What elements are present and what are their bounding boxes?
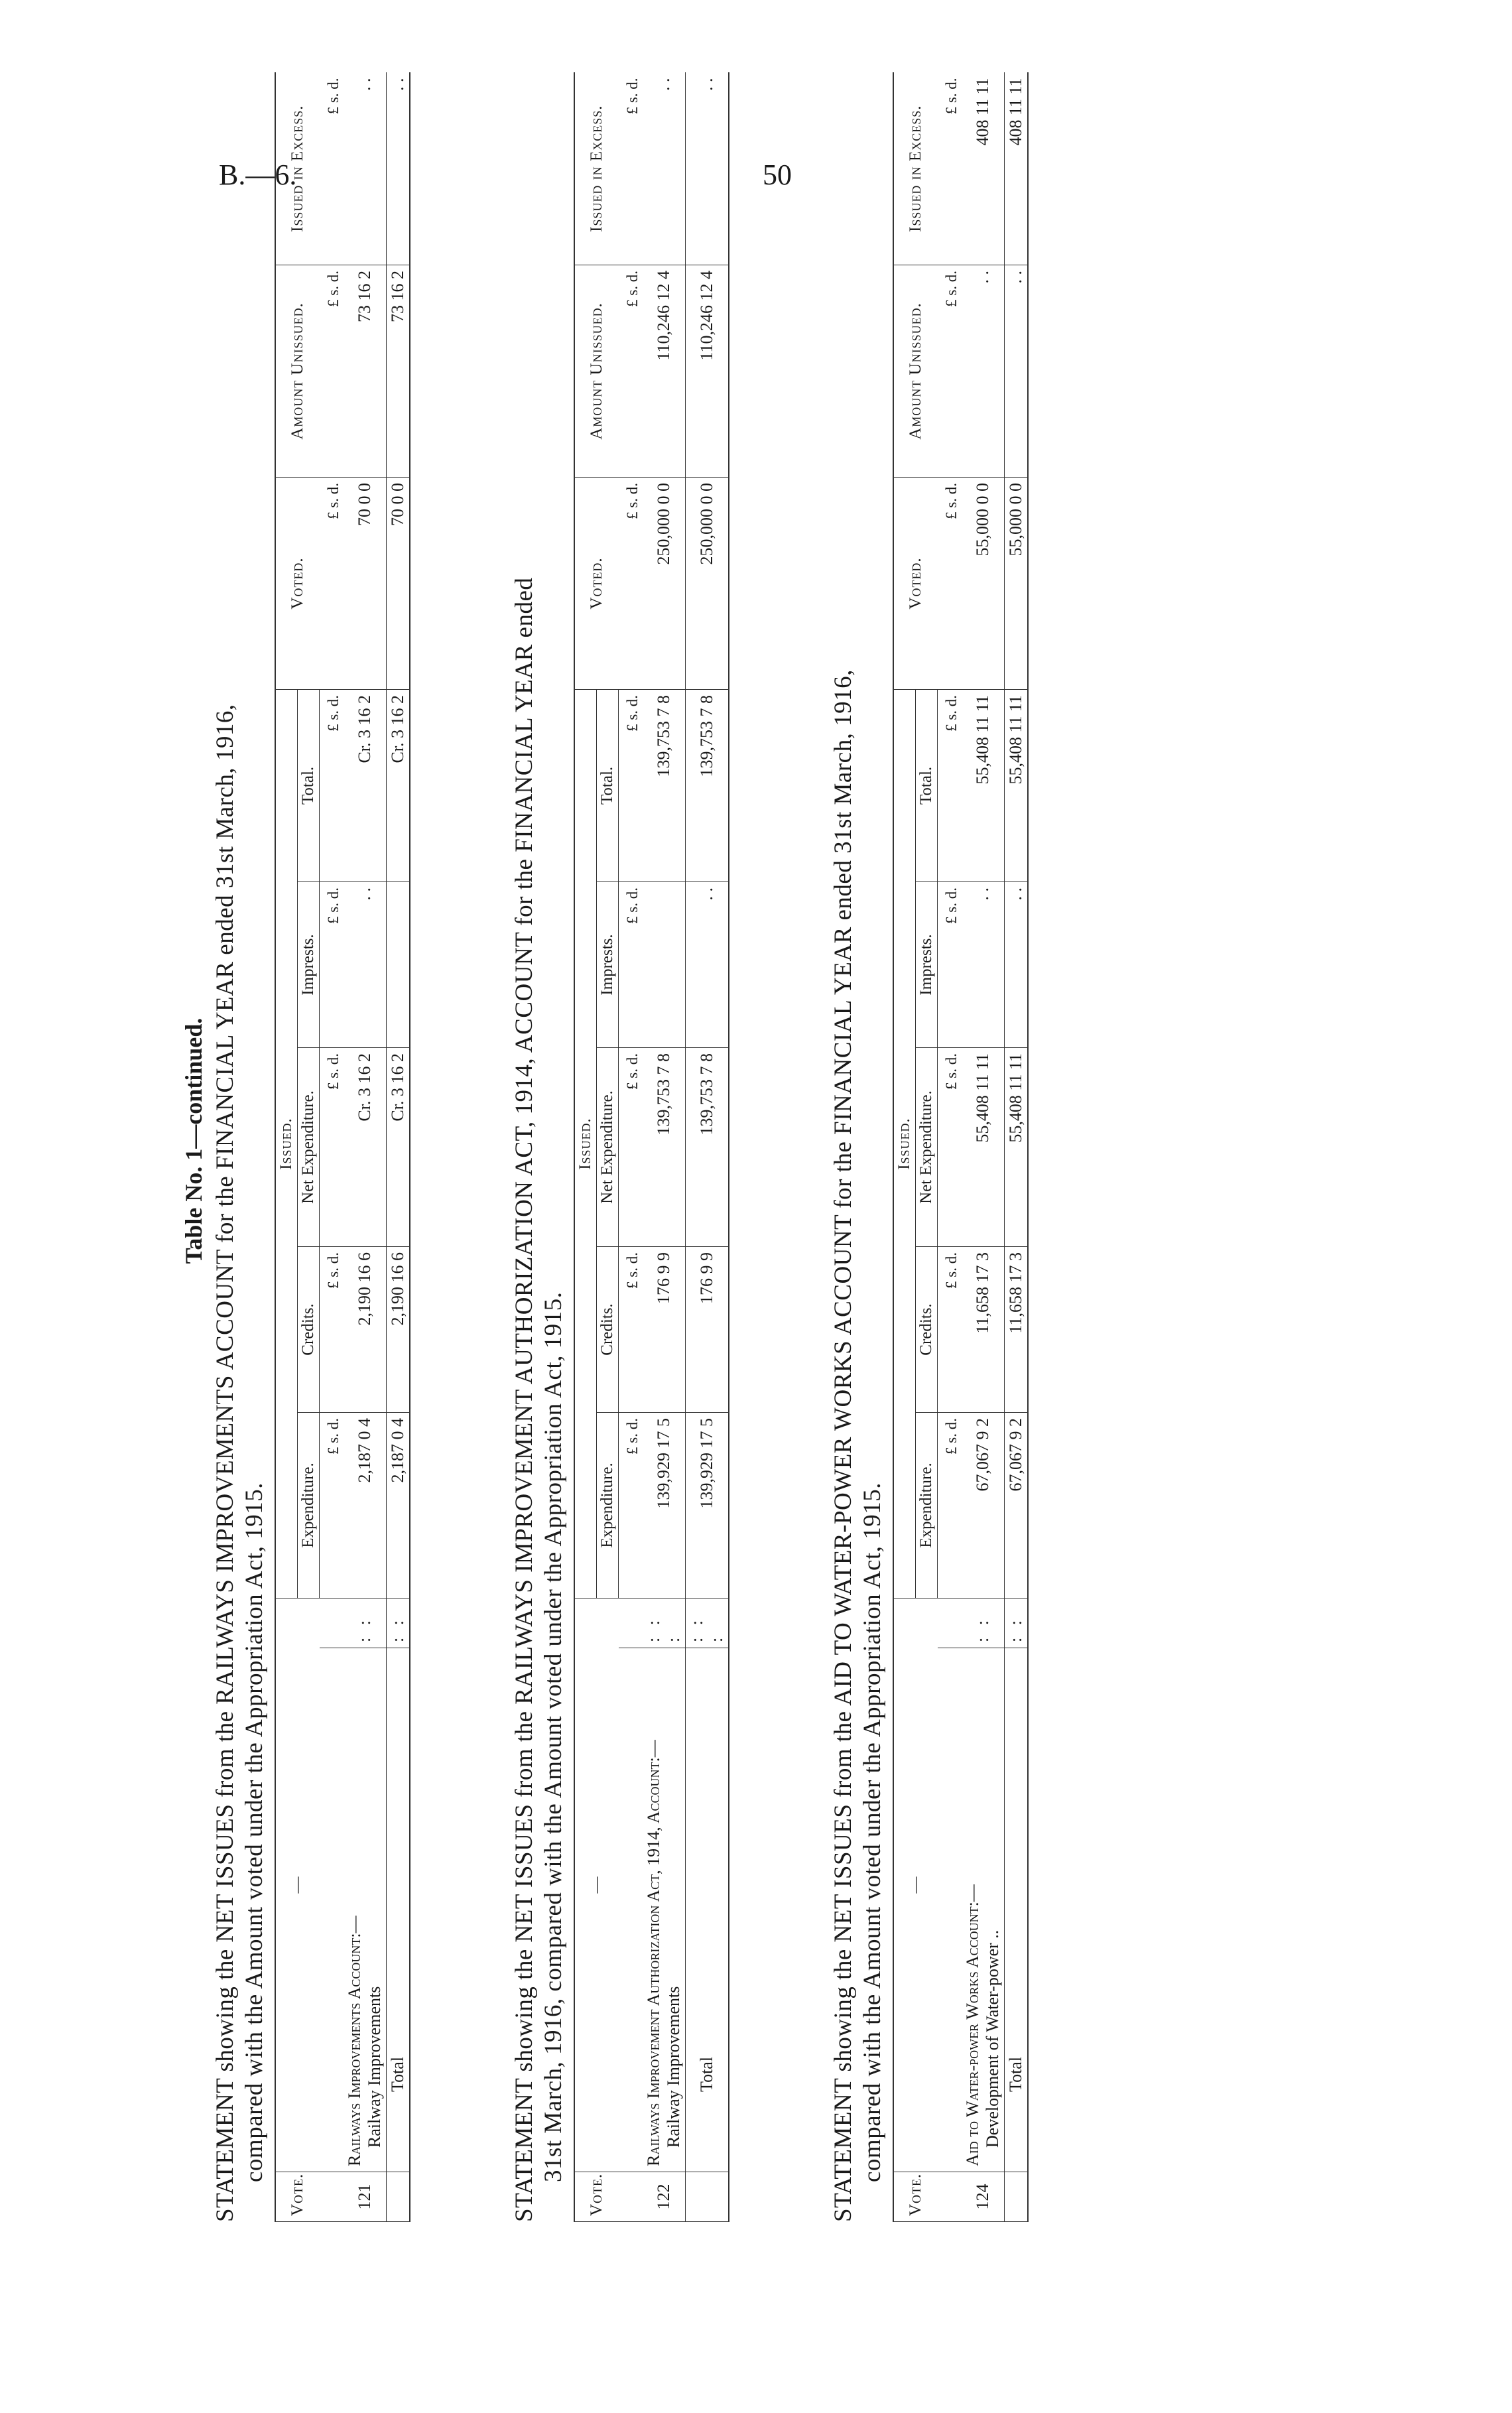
- expenditure-cell: 67,067 9 2: [962, 1413, 1005, 1598]
- total-leader: : : :: [686, 1598, 729, 1648]
- table-number-heading: Table No. 1—continued.: [180, 1017, 207, 1264]
- units-cell: £ s. d.: [619, 882, 643, 1048]
- statement-title-line: STATEMENT showing the NET ISSUES from the RAILWAYS IMPROVEMENT AUTHORIZATION ACT, 1914, ACCOUNT for the FINANCIAL YEAR ended: [511, 577, 538, 2222]
- total-credits-cell: 2,190 16 6: [387, 1247, 410, 1413]
- expenditure-column-header: Expenditure.: [916, 1413, 938, 1598]
- total-row: [1005, 72, 1029, 2221]
- unissued-cell: . .: [962, 265, 1005, 477]
- net-expenditure-cell: 139,753 7 8: [643, 1048, 686, 1247]
- units-cell-blank: [938, 2172, 962, 2222]
- total-credits-cell: 11,658 17 3: [1005, 1247, 1029, 1413]
- units-cell-blank: [938, 1648, 962, 2172]
- units-cell: £ s. d.: [938, 477, 962, 689]
- imprests-cell: [643, 882, 686, 1048]
- voted-cell: 250,000 0 0: [643, 477, 686, 689]
- voted-cell: 70 0 0: [344, 477, 387, 689]
- total-vote-blank: [387, 2172, 410, 2222]
- total-column-header: Total.: [298, 689, 320, 881]
- units-cell: £ s. d.: [619, 265, 643, 477]
- expenditure-column-header: Expenditure.: [597, 1413, 619, 1598]
- net-expenditure-cell: 55,408 11 11: [962, 1048, 1005, 1247]
- voted-column-header: Voted.: [574, 477, 619, 689]
- item-description: [643, 1648, 686, 2172]
- expenditure-column-header: Expenditure.: [298, 1413, 320, 1598]
- unissued-cell: 73 16 2: [344, 265, 387, 477]
- total-total-cell: 139,753 7 8: [686, 689, 729, 881]
- credits-column-header: Credits.: [298, 1247, 320, 1413]
- units-cell: £ s. d.: [938, 265, 962, 477]
- units-cell-blank: [619, 1648, 643, 2172]
- total-net-expenditure-cell: Cr. 3 16 2: [387, 1048, 410, 1247]
- units-row: [619, 72, 643, 2221]
- expenditure-cell: 139,929 17 5: [643, 1413, 686, 1598]
- total-excess-cell: . .: [387, 72, 410, 265]
- item-leader: : :: [962, 1598, 1005, 1648]
- issued-group-header: Issued.: [893, 689, 916, 1598]
- total-unissued-cell: . .: [1005, 265, 1029, 477]
- voted-cell: 55,000 0 0: [962, 477, 1005, 689]
- statement-title: [211, 46, 269, 2235]
- units-cell: £ s. d.: [320, 1048, 344, 1247]
- amount-unissued-column-header: Amount Unissued.: [275, 265, 320, 477]
- statement-title: [829, 46, 887, 2235]
- table-row: [344, 72, 387, 2221]
- voted-column-header: Voted.: [275, 477, 320, 689]
- total-expenditure-cell: 67,067 9 2: [1005, 1413, 1029, 1598]
- total-voted-cell: 55,000 0 0: [1005, 477, 1029, 689]
- units-cell: £ s. d.: [320, 265, 344, 477]
- total-unissued-cell: 73 16 2: [387, 265, 410, 477]
- vote-column-header: Vote.: [275, 2172, 320, 2222]
- imprests-cell: . .: [344, 882, 387, 1048]
- units-cell: £ s. d.: [619, 72, 643, 265]
- total-row: [387, 72, 410, 2221]
- imprests-column-header: Imprests.: [916, 882, 938, 1048]
- total-label: Total: [1005, 1648, 1029, 2172]
- voted-column-header: Voted.: [893, 477, 938, 689]
- account-heading: Railways Improvements Account:—: [345, 1916, 364, 2166]
- units-row: [938, 72, 962, 2221]
- statement-table: [275, 72, 410, 2222]
- credits-column-header: Credits.: [597, 1247, 619, 1413]
- total-column-header: Total.: [597, 689, 619, 881]
- excess-cell: . .: [344, 72, 387, 265]
- account-heading: Railways Improvement Authorization Act, 1914, Account:—: [644, 1740, 663, 2166]
- net-expenditure-column-header: Net Expenditure.: [916, 1048, 938, 1247]
- total-imprests-cell: . .: [1005, 882, 1029, 1048]
- vote-number: 121: [344, 2172, 387, 2222]
- units-cell: £ s. d.: [938, 72, 962, 265]
- units-cell: £ s. d.: [938, 689, 962, 881]
- units-cell-blank: [938, 1598, 962, 1648]
- statement-table: [893, 72, 1029, 2222]
- statement-subtitle: 31st March, 1916, compared with the Amount voted under the Appropriation Act, 1915.: [540, 1291, 567, 2182]
- imprests-column-header: Imprests.: [597, 882, 619, 1048]
- units-cell-blank: [619, 1598, 643, 1648]
- units-cell-blank: [320, 1648, 344, 2172]
- total-expenditure-cell: 139,929 17 5: [686, 1413, 729, 1598]
- units-cell: £ s. d.: [320, 882, 344, 1048]
- statement-section: [211, 46, 410, 2235]
- credits-column-header: Credits.: [916, 1247, 938, 1413]
- total-column-header: Total.: [916, 689, 938, 881]
- net-expenditure-column-header: Net Expenditure.: [597, 1048, 619, 1247]
- units-cell: £ s. d.: [320, 477, 344, 689]
- issued-in-excess-column-header: Issued in Excess.: [275, 72, 320, 265]
- credits-cell: 2,190 16 6: [344, 1247, 387, 1413]
- table-row: [962, 72, 1005, 2221]
- total-expenditure-cell: 2,187 0 4: [387, 1413, 410, 1598]
- total-imprests-cell: . .: [686, 882, 729, 1048]
- units-cell: £ s. d.: [320, 1413, 344, 1598]
- total-net-expenditure-cell: 139,753 7 8: [686, 1048, 729, 1247]
- account-heading: Aid to Water-power Works Account:—: [963, 1884, 982, 2166]
- units-row: [320, 72, 344, 2221]
- units-cell: £ s. d.: [320, 72, 344, 265]
- item-name: Development of Water-power ..: [983, 1929, 1002, 2148]
- vote-column-header: Vote.: [574, 2172, 619, 2222]
- issued-in-excess-column-header: Issued in Excess.: [893, 72, 938, 265]
- total-label: Total: [387, 1648, 410, 2172]
- units-cell: £ s. d.: [938, 1048, 962, 1247]
- issued-group-header: Issued.: [275, 689, 298, 1598]
- statement-subtitle: compared with the Amount voted under the Appropriation Act, 1915.: [859, 1482, 886, 2182]
- page-reference: B.—6.: [219, 159, 297, 191]
- total-label: Total: [686, 1648, 729, 2172]
- total-credits-cell: 176 9 9: [686, 1247, 729, 1413]
- vote-number: 124: [962, 2172, 1005, 2222]
- total-cell: Cr. 3 16 2: [344, 689, 387, 881]
- total-vote-blank: [1005, 2172, 1029, 2222]
- issued-group-header: Issued.: [574, 689, 597, 1598]
- units-cell: £ s. d.: [619, 689, 643, 881]
- statement-subtitle: compared with the Amount voted under the Appropriation Act, 1915.: [241, 1482, 268, 2182]
- issued-in-excess-column-header: Issued in Excess.: [574, 72, 619, 265]
- excess-cell: 408 11 11: [962, 72, 1005, 265]
- item-name: Railway Improvements: [664, 1986, 683, 2148]
- net-expenditure-cell: Cr. 3 16 2: [344, 1048, 387, 1247]
- expenditure-cell: 2,187 0 4: [344, 1413, 387, 1598]
- total-leader: : :: [1005, 1598, 1029, 1648]
- net-expenditure-column-header: Net Expenditure.: [298, 1048, 320, 1247]
- total-cell: 139,753 7 8: [643, 689, 686, 881]
- description-column-header: —: [574, 1598, 619, 2172]
- table-row: [643, 72, 686, 2221]
- units-cell-blank: [320, 1598, 344, 1648]
- units-cell: £ s. d.: [619, 477, 643, 689]
- rotated-page-content: [179, 46, 1320, 2235]
- item-description: [344, 1648, 387, 2172]
- imprests-column-header: Imprests.: [298, 882, 320, 1048]
- total-total-cell: 55,408 11 11: [1005, 689, 1029, 881]
- total-imprests-cell: [387, 882, 410, 1048]
- total-voted-cell: 70 0 0: [387, 477, 410, 689]
- total-row: [686, 72, 729, 2221]
- statement-title: [510, 46, 568, 2235]
- page-number: 50: [763, 159, 792, 191]
- statement-title-line: STATEMENT showing the NET ISSUES from the RAILWAYS IMPROVEMENTS ACCOUNT for the FINANCIAL YEAR ended 31st March, 1916,: [212, 704, 239, 2222]
- amount-unissued-column-header: Amount Unissued.: [574, 265, 619, 477]
- units-cell: £ s. d.: [619, 1247, 643, 1413]
- item-leader: : : :: [643, 1598, 686, 1648]
- statement-section: [510, 46, 729, 2235]
- item-description: [962, 1648, 1005, 2172]
- total-cell: 55,408 11 11: [962, 689, 1005, 881]
- statement-section: [829, 46, 1029, 2235]
- credits-cell: 11,658 17 3: [962, 1247, 1005, 1413]
- unissued-cell: 110,246 12 4: [643, 265, 686, 477]
- total-leader: : :: [387, 1598, 410, 1648]
- vote-number: 122: [643, 2172, 686, 2222]
- units-cell: £ s. d.: [619, 1413, 643, 1598]
- imprests-cell: . .: [962, 882, 1005, 1048]
- total-voted-cell: 250,000 0 0: [686, 477, 729, 689]
- units-cell: £ s. d.: [938, 1413, 962, 1598]
- total-total-cell: Cr. 3 16 2: [387, 689, 410, 881]
- total-unissued-cell: 110,246 12 4: [686, 265, 729, 477]
- units-cell: £ s. d.: [938, 882, 962, 1048]
- units-cell-blank: [320, 2172, 344, 2222]
- units-cell: £ s. d.: [320, 689, 344, 881]
- total-net-expenditure-cell: 55,408 11 11: [1005, 1048, 1029, 1247]
- statement-table: [574, 72, 729, 2222]
- item-leader: : :: [344, 1598, 387, 1648]
- units-cell: £ s. d.: [619, 1048, 643, 1247]
- description-column-header: —: [275, 1598, 320, 2172]
- credits-cell: 176 9 9: [643, 1247, 686, 1413]
- item-name: Railway Improvements: [365, 1986, 384, 2148]
- description-column-header: —: [893, 1598, 938, 2172]
- amount-unissued-column-header: Amount Unissued.: [893, 265, 938, 477]
- vote-column-header: Vote.: [893, 2172, 938, 2222]
- excess-cell: . .: [643, 72, 686, 265]
- statement-title-line: STATEMENT showing the NET ISSUES from the AID TO WATER-POWER WORKS ACCOUNT for the FINANCIAL YEAR ended 31st March, 1916,: [830, 669, 857, 2222]
- units-cell-blank: [619, 2172, 643, 2222]
- total-vote-blank: [686, 2172, 729, 2222]
- total-excess-cell: . .: [686, 72, 729, 265]
- units-cell: £ s. d.: [938, 1247, 962, 1413]
- total-excess-cell: 408 11 11: [1005, 72, 1029, 265]
- units-cell: £ s. d.: [320, 1247, 344, 1413]
- statements-container: [211, 46, 1029, 2235]
